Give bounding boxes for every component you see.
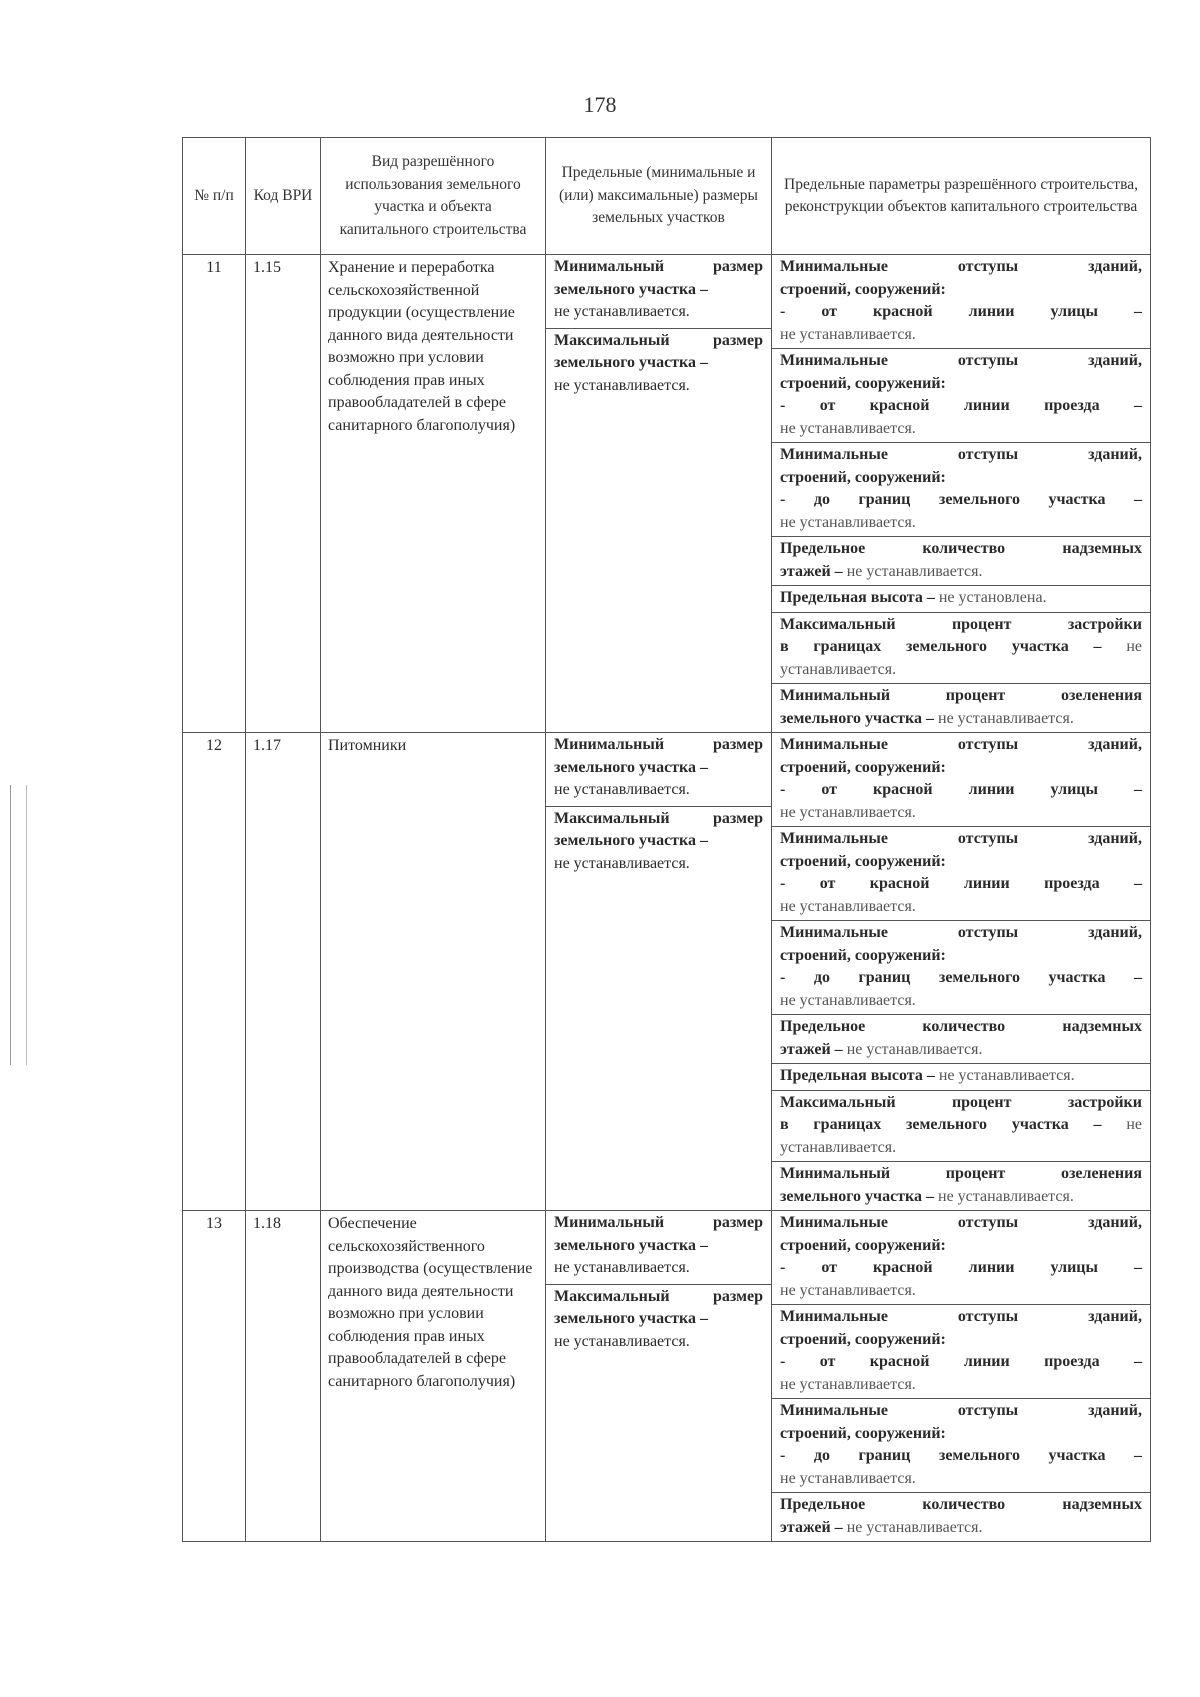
row-sizes (546, 1211, 772, 1542)
param-block (772, 348, 1150, 442)
max-size-block (546, 328, 771, 402)
param-value: не устанавливается. (780, 1116, 1143, 1156)
param-value: не устанавливается. (780, 419, 916, 437)
param-value: не устанавливается. (846, 562, 983, 580)
param-title: Минимальные отступы зданий, (780, 1402, 1142, 1419)
row-number: 11 (183, 255, 246, 733)
param-detail: - от красной линии проезда – (780, 397, 1142, 414)
param-value: не устанавливается. (780, 1281, 916, 1299)
param-block (772, 920, 1150, 1014)
param-title: Предельная высота – (780, 589, 935, 606)
scan-edge-line (10, 785, 11, 1065)
param-value: не устанавливается. (780, 991, 916, 1009)
param-value: не устанавливается. (938, 1187, 1074, 1205)
param-block (772, 536, 1150, 585)
param-title: Минимальные отступы зданий, (780, 1214, 1142, 1231)
param-detail: - от красной линии улицы – (780, 781, 1142, 798)
param-title: Минимальные отступы зданий, (780, 736, 1142, 753)
row-code: 1.15 (246, 255, 321, 733)
row-number: 12 (183, 733, 246, 1211)
param-subtitle: этажей – (780, 562, 843, 580)
param-block (772, 1304, 1150, 1398)
header-params: Предельные параметры разрешённого строительства, реконструкции объектов капитального строительства (772, 138, 1151, 255)
row-sizes (546, 255, 772, 733)
param-subtitle: строений, сооружений: (780, 1424, 946, 1442)
param-block (772, 585, 1150, 612)
param-block (772, 255, 1150, 348)
param-title: Минимальные отступы зданий, (780, 924, 1142, 941)
min-size-value: не устанавливается. (554, 303, 690, 320)
row-sizes (546, 733, 772, 1211)
param-title: Минимальные отступы зданий, (780, 1308, 1142, 1325)
max-size-label: Максимальный размер земельного участка – (554, 1287, 763, 1327)
param-block (772, 826, 1150, 920)
param-block (772, 1014, 1150, 1063)
max-size-label: Максимальный размер земельного участка – (554, 331, 763, 371)
param-subtitle: в границах земельного участка – (780, 638, 1102, 655)
row-params (772, 733, 1151, 1211)
param-block (772, 1161, 1150, 1210)
row-number: 13 (183, 1211, 246, 1542)
param-value: не устанавливается. (780, 803, 916, 821)
param-block (772, 442, 1150, 536)
param-detail: - от красной линии проезда – (780, 875, 1142, 892)
header-sizes: Предельные (минимальные и (или) максимальные) размеры земельных участков (546, 138, 772, 255)
scan-edge-line (26, 785, 27, 1065)
table-row (183, 733, 1151, 1211)
row-use-type: Хранение и переработка сельскохозяйственной продукции (осуществление данного вида деятельности возможно при условии соблюдения прав иных правообладателей в сфере санитарного благополучия) (321, 255, 546, 733)
param-title: Минимальный процент озеленения (780, 687, 1142, 704)
param-value: не устанавливается. (846, 1518, 983, 1536)
min-size-value: не устанавливается. (554, 781, 690, 798)
param-subtitle: строений, сооружений: (780, 1236, 946, 1254)
param-value: не устанавливается. (846, 1040, 983, 1058)
param-title: Минимальные отступы зданий, (780, 830, 1142, 847)
param-title: Предельное количество надземных (780, 540, 1142, 557)
min-size-label: Минимальный размер земельного участка – (554, 258, 763, 298)
param-value: не устанавливается. (938, 1067, 1075, 1084)
row-code: 1.17 (246, 733, 321, 1211)
param-subtitle: строений, сооружений: (780, 946, 946, 964)
param-block (772, 1398, 1150, 1492)
regulations-table (182, 137, 1151, 1542)
table-row (183, 1211, 1151, 1542)
param-value: не устанавливается. (938, 709, 1074, 727)
param-value: не устанавливается. (780, 325, 916, 343)
row-use-type: Питомники (321, 733, 546, 1211)
row-use-type: Обеспечение сельскохозяйственного производства (осуществление данного вида деятельности возможно при условии соблюдения прав иных правообладателей в сфере санитарного благополучия) (321, 1211, 546, 1542)
table-body (183, 255, 1151, 1542)
param-subtitle: этажей – (780, 1518, 843, 1536)
header-code: Код ВРИ (246, 138, 321, 255)
param-subtitle: строений, сооружений: (780, 468, 946, 486)
param-title: Максимальный процент застройки (780, 1093, 1142, 1111)
param-subtitle: в границах земельного участка – (780, 1116, 1102, 1133)
param-detail: - от красной линии проезда – (780, 1353, 1142, 1370)
param-value: не устанавливается. (780, 638, 1143, 678)
param-value: не устанавливается. (780, 1469, 916, 1487)
max-size-value: не устанавливается. (554, 854, 690, 872)
param-subtitle: строений, сооружений: (780, 1330, 946, 1348)
param-subtitle: строений, сооружений: (780, 280, 946, 298)
table-row (183, 255, 1151, 733)
param-title: Максимальный процент застройки (780, 615, 1142, 633)
max-size-value: не устанавливается. (554, 1332, 690, 1350)
param-detail: - до границ земельного участка – (780, 491, 1142, 508)
min-size-block (546, 255, 771, 328)
param-title: Предельное количество надземных (780, 1018, 1142, 1035)
param-block (772, 1492, 1150, 1541)
param-block (772, 1211, 1150, 1304)
min-size-block (546, 1211, 771, 1284)
param-title: Предельное количество надземных (780, 1496, 1142, 1513)
param-title: Предельная высота – (780, 1067, 935, 1084)
table-header-row (183, 138, 1151, 255)
param-block (772, 683, 1150, 732)
param-detail: - от красной линии улицы – (780, 303, 1142, 320)
param-title: Минимальные отступы зданий, (780, 446, 1142, 463)
param-subtitle: строений, сооружений: (780, 852, 946, 870)
max-size-block (546, 806, 771, 880)
row-params (772, 1211, 1151, 1542)
param-title: Минимальный процент озеленения (780, 1165, 1142, 1182)
param-detail: - до границ земельного участка – (780, 1447, 1142, 1464)
param-value: не установлена. (938, 589, 1047, 606)
min-size-block (546, 733, 771, 806)
max-size-block (546, 1284, 771, 1358)
param-detail: - до границ земельного участка – (780, 969, 1142, 986)
param-value: не устанавливается. (780, 897, 916, 915)
min-size-label: Минимальный размер земельного участка – (554, 1214, 763, 1254)
param-block (772, 1063, 1150, 1090)
param-subtitle: земельного участка – (780, 1187, 935, 1205)
page-number: 178 (583, 92, 617, 117)
param-title: Минимальные отступы зданий, (780, 258, 1142, 275)
min-size-value: не устанавливается. (554, 1259, 690, 1276)
header-use: Вид разрешённого использования земельного участка и объекта капитального строительства (321, 138, 546, 255)
min-size-label: Минимальный размер земельного участка – (554, 736, 763, 776)
param-value: не устанавливается. (780, 513, 916, 531)
row-code: 1.18 (246, 1211, 321, 1542)
param-value: не устанавливается. (780, 1375, 916, 1393)
param-subtitle: этажей – (780, 1040, 843, 1058)
param-detail: - от красной линии улицы – (780, 1259, 1142, 1276)
param-block (772, 733, 1150, 826)
row-params (772, 255, 1151, 733)
max-size-label: Максимальный размер земельного участка – (554, 809, 763, 849)
param-block (772, 612, 1150, 684)
param-subtitle: строений, сооружений: (780, 374, 946, 392)
max-size-value: не устанавливается. (554, 376, 690, 394)
param-block (772, 1090, 1150, 1162)
param-subtitle: земельного участка – (780, 709, 935, 727)
header-num: № п/п (183, 138, 246, 255)
param-subtitle: строений, сооружений: (780, 758, 946, 776)
param-title: Минимальные отступы зданий, (780, 352, 1142, 369)
